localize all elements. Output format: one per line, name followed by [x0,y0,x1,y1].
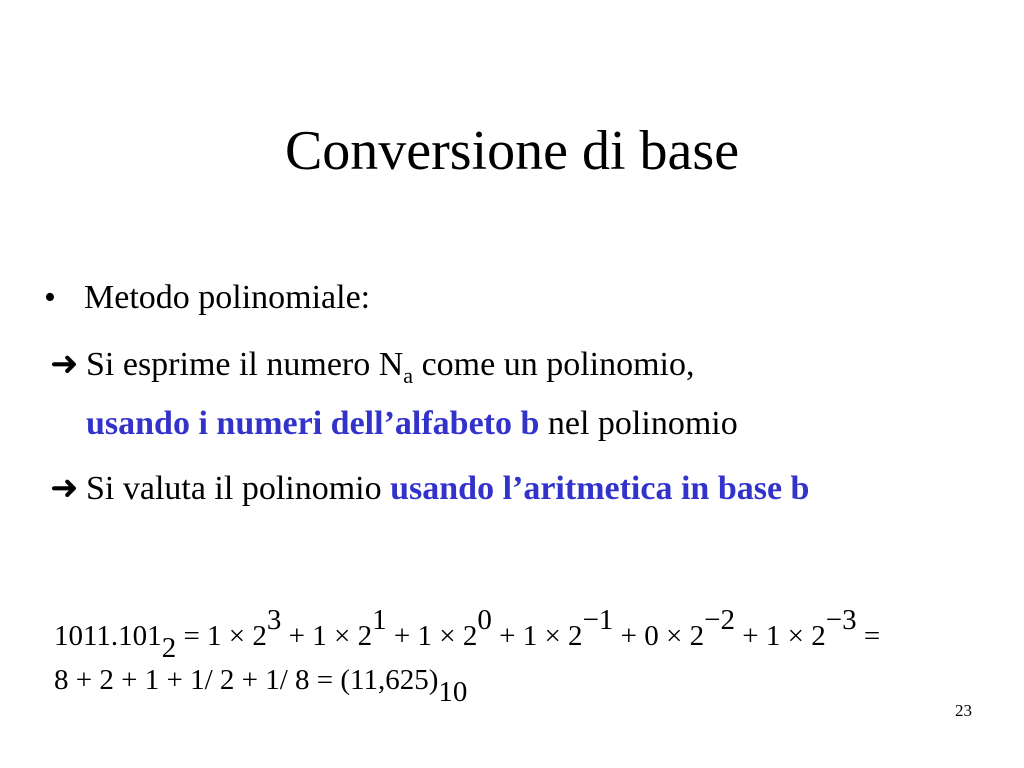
subpoint-text-pre: Si esprime il numero N [86,346,404,383]
highlight-text: usando i numeri dell’alfabeto b [86,405,540,442]
formula-term: + 1 × 2 [491,620,583,652]
binary-number: 1011.101 [54,620,162,652]
exponent: −3 [825,604,857,636]
subpoint-text-tail: nel polinomio [539,405,738,442]
formula-result: 8 + 2 + 1 + 1/ 2 + 1/ 8 = (11,625) [54,664,439,696]
highlight-text: usando l’aritmetica in base b [390,470,810,507]
formula-term: = 1 × 2 [176,620,267,652]
exponent: −1 [582,604,614,636]
subpoint-polynomial-expression [50,341,986,448]
exponent: 1 [372,604,387,636]
formula-line-2 [54,666,467,707]
bullet-text: Metodo polinomiale: [84,279,371,316]
subpoint-polynomial-evaluation [50,465,986,513]
page-number: 23 [955,701,972,720]
exponent: 0 [477,604,492,636]
base-subscript: 10 [438,676,468,708]
bullet-item [44,278,370,319]
subpoint-text-pre: Si valuta il polinomio [86,470,391,507]
formula-end: = [856,620,881,652]
arrow-icon: ➜ [50,470,79,507]
formula-term: + 0 × 2 [613,620,705,652]
exponent: −2 [704,604,735,636]
formula-term: + 1 × 2 [735,620,826,652]
arrow-icon: ➜ [50,346,79,383]
formula-term: + 1 × 2 [386,620,478,652]
formula-line-1 [54,606,880,663]
subpoint-text [86,465,986,513]
subscript-a: a [403,363,414,388]
base-subscript: 2 [161,632,177,664]
slide-title: Conversione di base [284,120,740,182]
subpoint-text [86,341,986,448]
bullet-marker: • [44,279,56,316]
formula-term: + 1 × 2 [281,620,373,652]
exponent: 3 [266,604,282,636]
subpoint-text-post: come un polinomio, [413,346,695,383]
